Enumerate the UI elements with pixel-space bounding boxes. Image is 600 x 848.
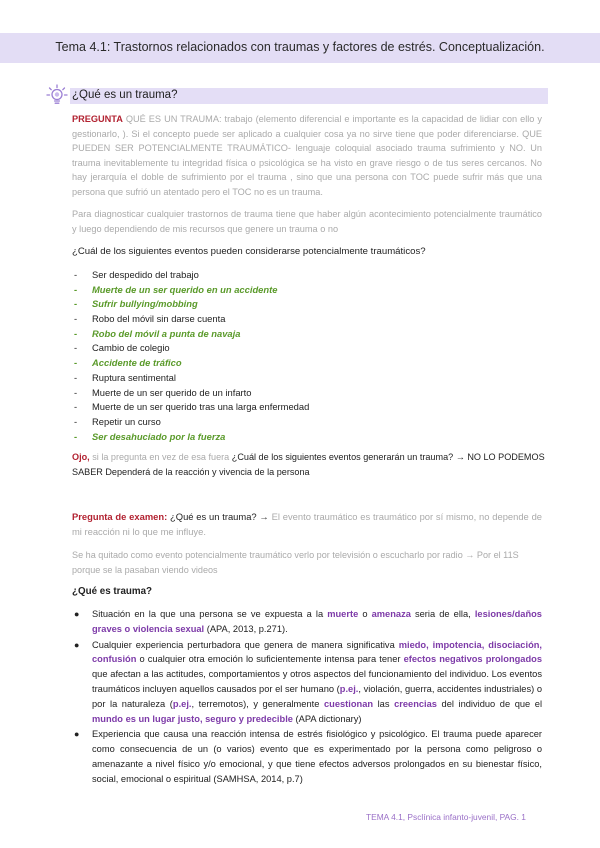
list-item: - Ruptura sentimental xyxy=(74,371,176,383)
exam-answer: El evento traumático es traumático por sí mismo, no depende de mi reacción ni lo que me influye. xyxy=(72,511,542,537)
intro-text: QUÉ ES UN TRAUMA: trabajo (elemento diferencial e importante es la capacidad de lidiar con ello y gestionarlo, ). Si el concepto puede ser aplicado a cualquier cosa ya no sirve tiene que poder diferenciarse. QUE PUEDEN SER POTENCIALMENTE TRAUMÁTICO- lenguaje coloquial asociado trauma sufrimiento y NO. Un trauma inevitablemente tu integridad física o psicológica se ha visto en grave riesgo o de tus seres cercanos. No hay jerarquía el doble de sufrimiento por el trauma , sino que una persona con TOC puede sufrir más que una persona que sufrió un atentado pero el TOC no es un trauma. xyxy=(72,114,542,197)
definition-list xyxy=(72,607,542,788)
bullet-icon: ● xyxy=(74,639,80,650)
bullet-icon: ● xyxy=(74,729,80,740)
exam-question-text: ¿Qué es un trauma? → xyxy=(170,511,269,522)
list-item: - Robo del móvil sin darse cuenta xyxy=(74,313,226,325)
list-item: - Robo del móvil a punta de navaja xyxy=(74,327,241,339)
intro-label: PREGUNTA xyxy=(72,114,123,124)
list-item: ● Experiencia que causa una reacción intensa de estrés fisiológico y psicológico. El trauma puede aparecer como consecuencia de un (o varios) evento que es experimentado por la persona como peligroso o amenazante a nivel físico y/o emocional, y que tiene efectos adversos prolongados en su bienestar físico, social, emocional o espiritual (SAMHSA, 2014, p.7) xyxy=(74,729,542,784)
events-list xyxy=(74,268,309,444)
lightbulb-icon xyxy=(46,84,68,106)
intro-paragraph xyxy=(72,112,542,200)
list-item: - Repetir un curso xyxy=(74,415,161,427)
diagnosis-paragraph: Para diagnosticar cualquier trastornos de trauma tiene que haber algún acontecimiento potencialmente traumático y luego dependiendo de mis recursos que genere un trauma o no xyxy=(72,209,542,234)
exam-label: Pregunta de examen: xyxy=(72,511,168,522)
page-footer: TEMA 4.1, Psclínica infanto-juvenil, PAG. 1 xyxy=(366,812,526,822)
list-item: - Cambio de colegio xyxy=(74,342,170,354)
grey-note: Se ha quitado como evento potencialmente traumático verlo por televisión o escucharlo por radio → Por el 11S porque se la pasaban viendo videos xyxy=(72,550,519,575)
list-item: ● Situación en la que una persona se ve expuesta a la muerte o amenaza seria de ella, lesiones/daños graves o violencia sexual (APA, 2013, p.271). xyxy=(74,609,542,634)
list-item: - Accidente de tráfico xyxy=(74,357,182,369)
ojo-note xyxy=(72,450,546,480)
list-item: - Sufrir bullying/mobbing xyxy=(74,298,198,310)
list-item: - Muerte de un ser querido en un accidente xyxy=(74,283,278,295)
list-item: - Muerte de un ser querido tras una larga enfermedad xyxy=(74,401,310,413)
exam-question xyxy=(72,509,542,539)
bullet-icon: ● xyxy=(74,609,80,619)
list-item: - Ser despedido del trabajo xyxy=(74,269,199,280)
definition-title: ¿Qué es trauma? xyxy=(72,586,153,597)
list-item: - Muerte de un ser querido de un infarto xyxy=(74,386,252,398)
ojo-grey: si la pregunta en vez de esa fuera xyxy=(92,452,230,462)
page-title: Tema 4.1: Trastornos relacionados con traumas y factores de estrés. Conceptualización. xyxy=(55,40,545,54)
events-question: ¿Cuál de los siguientes eventos pueden considerarse potencialmente traumáticos? xyxy=(72,246,426,257)
ojo-text: ¿Cuál de los siguientes eventos generarán un trauma? → NO LO PODEMOS SABER Dependerá de la reacción y vivencia de la persona xyxy=(72,452,545,477)
list-item: - Ser desahuciado por la fuerza xyxy=(74,430,226,442)
list-item: ● Cualquier experiencia perturbadora que genera de manera significativa miedo, impotencia, disociación, confusión o cualquier otra emoción lo suficientemente intensa para tener efectos negativos prolongados que afectan a las actitudes, comportamientos y otros aspectos del funcionamiento del individuo. Los eventos traumáticos incluyen aquellos causados por el ser humano (p.ej., violación, guerra, accidentes industriales) o por la naturaleza (p.ej., terremotos), y generalmente cuestionan las creencias del individuo de que el mundo es un lugar justo, seguro y predecible (APA dictionary) xyxy=(74,639,543,724)
section-title: ¿Qué es un trauma? xyxy=(72,89,178,101)
ojo-label: Ojo, xyxy=(72,452,90,462)
